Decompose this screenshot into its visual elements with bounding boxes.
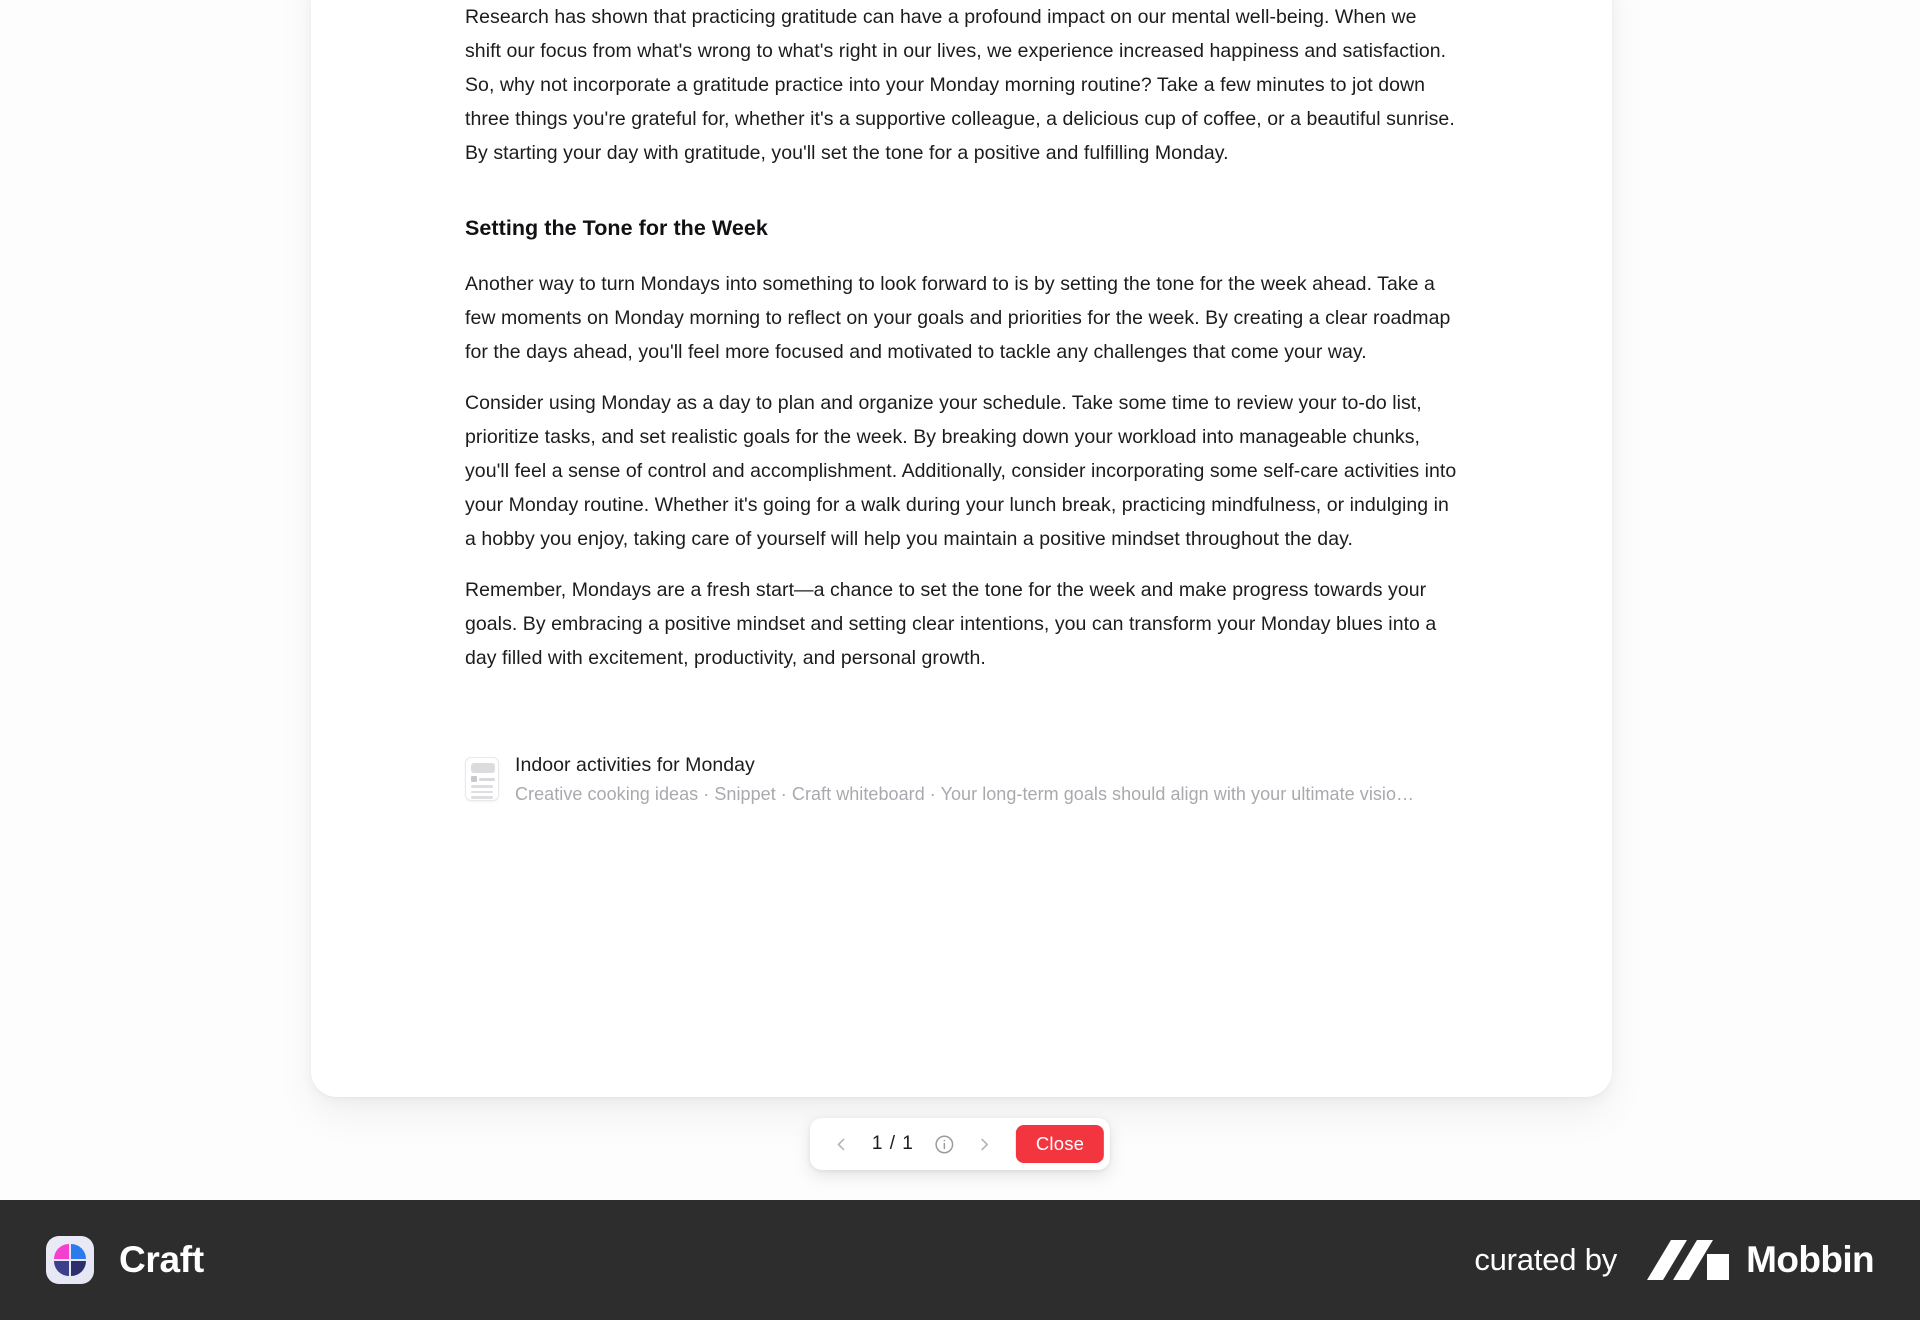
close-button[interactable]: Close [1016,1125,1104,1163]
paragraph-body-3: Remember, Mondays are a fresh start—a chance to set the tone for the week and make progress towards your goals. By embracing a positive mindset and setting clear intentions, you can transform your Monday blues into a day filled with excitement, productivity, and personal growth. [465,579,1437,669]
viewer-toolbar [810,1118,1110,1170]
section-heading: Setting the Tone for the Week [465,216,768,240]
app-branding [46,1236,204,1284]
linked-document-subtitle: Creative cooking ideas · Snippet · Craft whiteboard · Your long-term goals should align with your ultimate visio… [515,784,1415,804]
mobbin-name: Mobbin [1746,1239,1874,1280]
craft-logo-icon [46,1236,94,1284]
mobbin-logo-icon [1647,1236,1729,1285]
app-name: Craft [119,1239,204,1280]
linked-document-title: Indoor activities for Monday [515,754,755,776]
previous-page-button[interactable] [822,1125,860,1163]
curated-by-label: curated by [1474,1242,1618,1277]
document-content [465,0,1457,809]
branding-bar [0,1200,1920,1320]
paragraph-body-1: Another way to turn Mondays into something to look forward to is by setting the tone for the week ahead. Take a few moments on Monday morning to reflect on your goals and priorities for the week. By creating a clear roadmap for the days ahead, you'll feel more focused and motivated to tackle any challenges that come your way. [465,273,1451,363]
chevron-right-icon [976,1136,993,1153]
info-circle-icon [934,1134,955,1155]
document-card [311,0,1612,1097]
chevron-left-icon [832,1136,849,1153]
curator-branding [1474,1236,1874,1285]
next-page-button[interactable] [966,1125,1004,1163]
document-info-button[interactable] [926,1125,964,1163]
document-thumbnail-icon [465,757,499,801]
linked-document-card[interactable] [465,749,1465,809]
paragraph-body-2: Consider using Monday as a day to plan and organize your schedule. Take some time to review your to-do list, prioritize tasks, and set realistic goals for the week. By breaking down your workload into manageable chunks, you'll feel a sense of control and accomplishment. Additionally, consider incorporating some self-care activities into your Monday routine. Whether it's going for a walk during your lunch break, practicing mindfulness, or indulging in a hobby you enjoy, taking care of yourself will help you maintain a positive mindset throughout the day. [465,392,1457,550]
paragraph-intro: Research has shown that practicing gratitude can have a profound impact on our mental well-being. When we shift our focus from what's wrong to what's right in our lives, we experience increased happiness and satisfaction. So, why not incorporate a gratitude practice into your Monday morning routine? Take a few minutes to jot down three things you're grateful for, whether it's a supportive colleague, a delicious cup of coffee, or a beautiful sunrise. By starting your day with gratitude, you'll set the tone for a positive and fulfilling Monday. [465,6,1455,164]
page-indicator: 1 / 1 [871,1133,914,1154]
